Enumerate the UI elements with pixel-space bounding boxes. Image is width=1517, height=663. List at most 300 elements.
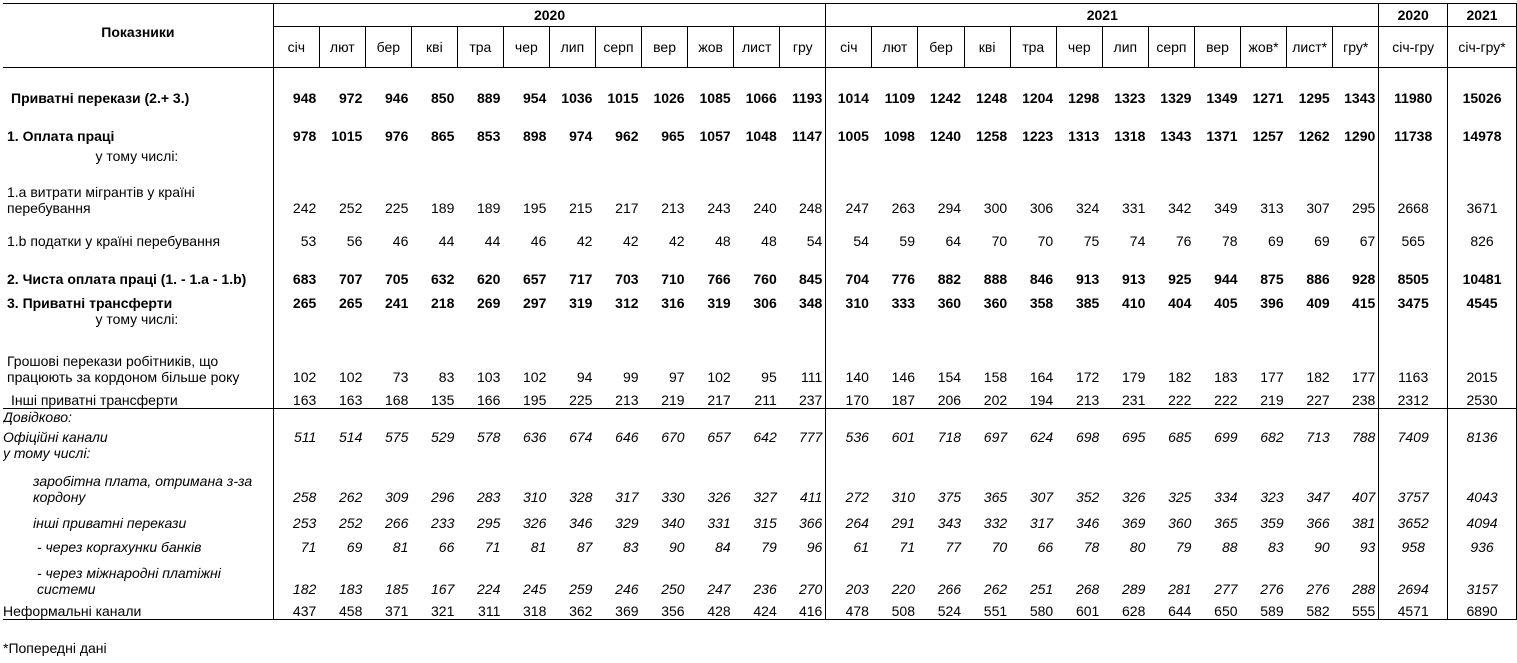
month-header-2020: січ [273,27,319,68]
table-row [3,461,1517,505]
value-2021 [826,445,872,461]
value-2020: 371 [365,597,411,619]
value-2021: 61 [853,539,869,555]
value-2020: 1036 [561,89,593,106]
total-2021: 4094 [1448,505,1517,531]
value-2021: 325 [1168,489,1192,505]
value-2020: 163 [339,392,363,408]
value-2020: 428 [688,597,734,619]
total-2021: 10481 [1448,249,1517,287]
value-2020 [319,144,365,164]
month-header-2020: лист [734,27,780,68]
value-2021: 347 [1306,489,1330,505]
value-2020: 1048 [745,127,777,144]
value-2020 [457,311,503,327]
value-2021: 342 [1168,199,1192,216]
total-2020: 1163 [1379,327,1448,385]
table-row [3,425,1517,445]
value-2020 [734,144,780,164]
value-2020: 458 [319,597,365,619]
value-2021: 289 [1122,581,1146,597]
table-row [3,144,1517,164]
value-2021 [872,445,918,461]
value-2021: 352 [1075,489,1100,505]
value-2021: 67 [1333,216,1379,249]
value-2021: 179 [1122,368,1146,385]
row-label: у тому числі: [3,311,273,327]
month-header-2021: січ [826,27,872,68]
value-2020: 777 [780,425,826,445]
value-2021 [1010,409,1056,426]
value-2020: 83 [438,368,455,385]
value-2020: 327 [753,489,777,505]
value-2021: 264 [845,515,869,531]
value-2021: 624 [1029,429,1054,445]
value-2020: 103 [477,368,501,385]
total-2021: 936 [1448,531,1517,555]
month-header-2020: лют [319,27,365,68]
value-2020: 84 [715,539,731,555]
row-label: у тому числі: [3,144,273,164]
value-2021: 75 [1083,232,1100,249]
value-2021: 59 [899,232,915,249]
value-2021: 83 [1268,539,1284,555]
total-2020-header: 2020 [1379,4,1448,27]
value-2020: 657 [707,429,731,445]
value-2020 [595,445,641,461]
value-2020: 416 [780,597,826,619]
value-2021 [1102,144,1148,164]
value-2021: 276 [1260,581,1284,597]
value-2020 [688,311,734,327]
value-2020: 646 [615,429,639,445]
value-2021: 71 [899,539,915,555]
value-2020 [411,311,457,327]
value-2020: 252 [339,515,363,531]
value-2021: 628 [1102,597,1148,619]
value-2020: 258 [292,489,317,505]
value-2020: 81 [392,539,409,555]
value-2020: 330 [661,489,685,505]
value-2020 [642,144,688,164]
footnote: *Попередні дані [3,640,107,656]
total-2020 [1379,445,1448,461]
value-2021: 1258 [975,127,1008,144]
year-2020-header: 2020 [273,4,826,27]
value-2021: 74 [1129,232,1146,249]
value-2020: 48 [715,232,731,249]
value-2021: 324 [1075,199,1100,216]
value-2020: 316 [661,294,685,311]
value-2020: 183 [339,581,363,597]
value-2020 [734,409,780,426]
value-2021: 1295 [1298,89,1330,106]
value-2020: 259 [569,581,593,597]
value-2021 [918,311,964,327]
value-2020: 965 [661,127,685,144]
value-2021: 69 [1314,232,1330,249]
value-2020: 236 [753,581,777,597]
value-2020 [642,311,688,327]
value-2020 [780,144,826,164]
value-2020 [734,311,780,327]
value-2021: 551 [964,597,1010,619]
value-2021: 227 [1306,392,1330,408]
value-2021 [826,311,872,327]
total-2021: 15026 [1448,68,1517,106]
value-2021 [1287,311,1333,327]
total-2020 [1379,144,1448,164]
value-2020: 270 [780,555,826,597]
table-row [3,531,1517,555]
value-2020 [595,409,641,426]
value-2021: 183 [1214,368,1238,385]
value-2020: 1057 [699,127,731,144]
value-2020: 189 [477,199,501,216]
table-row [3,445,1517,461]
value-2020 [319,409,365,426]
value-2021: 306 [1029,199,1054,216]
value-2021 [872,144,918,164]
value-2021: 172 [1075,368,1100,385]
total-2021-header: 2021 [1448,4,1517,27]
value-2020: 69 [346,539,363,555]
value-2021: 276 [1306,581,1330,597]
value-2020: 166 [477,392,501,408]
value-2021: 1109 [884,89,915,106]
value-2021: 410 [1122,294,1146,311]
value-2021: 365 [1214,515,1238,531]
value-2020: 87 [576,539,593,555]
total-2020: 4571 [1379,597,1448,619]
value-2020: 233 [431,515,455,531]
total-2020: 3475 [1379,287,1448,311]
value-2020: 215 [569,199,593,216]
month-header-2020: кві [411,27,457,68]
value-2021: 295 [1333,164,1379,216]
value-2021: 238 [1333,385,1379,409]
value-2020: 265 [339,294,363,311]
value-2020: 219 [661,392,685,408]
value-2020: 972 [339,89,363,106]
value-2021: 146 [891,368,915,385]
value-2020: 195 [523,199,547,216]
row-label: 1.a витрати мігрантів у країні перебування [3,164,273,216]
value-2020 [457,144,503,164]
value-2021: 385 [1075,294,1100,311]
value-2020: 247 [707,581,731,597]
month-header-2021: жов* [1241,27,1287,68]
value-2020: 845 [780,249,826,287]
value-2021: 886 [1306,270,1330,287]
total-2021: 3157 [1448,555,1517,597]
value-2021: 1343 [1160,127,1192,144]
row-label: Офіційні канали [3,425,273,445]
value-2021 [1056,445,1102,461]
value-2020 [365,311,411,327]
month-header-2020: жов [688,27,734,68]
value-2020: 252 [339,199,363,216]
value-2021: 699 [1214,429,1238,445]
value-2020 [688,445,734,461]
table-row [3,409,1517,426]
value-2021: 272 [845,489,869,505]
value-2020: 48 [761,232,777,249]
value-2020: 253 [292,515,317,531]
value-2021 [964,144,1010,164]
value-2020: 853 [477,127,501,144]
value-2020: 94 [576,368,593,385]
value-2021: 582 [1287,597,1333,619]
period-header-2020: січ-гру [1379,27,1448,68]
value-2021: 247 [845,199,869,216]
value-2021: 1313 [1068,127,1100,144]
value-2021: 66 [1037,539,1054,555]
row-label: Приватні перекази (2.+ 3.) [3,68,273,106]
total-2021: 2530 [1448,385,1517,409]
value-2020: 1147 [780,106,826,144]
value-2020: 42 [622,232,639,249]
value-2020 [780,445,826,461]
value-2021: 697 [983,429,1008,445]
value-2021 [964,409,1010,426]
value-2020: 213 [615,392,639,408]
value-2021: 1298 [1068,89,1100,106]
value-2020 [734,445,780,461]
value-2021: 88 [1221,539,1238,555]
value-2021: 536 [845,429,869,445]
value-2021 [1287,409,1333,426]
value-2021: 1371 [1206,127,1238,144]
value-2020: 56 [346,232,363,249]
value-2021: 359 [1260,515,1284,531]
value-2021: 281 [1168,581,1192,597]
value-2021: 788 [1333,425,1379,445]
total-2021: 4545 [1448,287,1517,311]
value-2020: 102 [523,368,547,385]
value-2021 [1010,144,1056,164]
value-2021: 54 [853,232,869,249]
value-2021 [1148,445,1194,461]
table-row [3,68,1517,106]
value-2020: 213 [661,199,685,216]
value-2020: 71 [484,539,501,555]
total-2020: 8505 [1379,249,1448,287]
total-2020 [1379,311,1448,327]
value-2020: 632 [431,270,455,287]
value-2021: 1242 [929,89,962,106]
value-2020 [549,409,595,426]
value-2020: 306 [753,294,777,311]
value-2021 [1333,144,1379,164]
value-2021 [1194,409,1240,426]
value-2021: 164 [1029,368,1054,385]
value-2021: 358 [1029,294,1054,311]
value-2020: 326 [707,489,731,505]
value-2021: 177 [1260,368,1284,385]
value-2020: 703 [615,270,639,287]
table-row [3,287,1517,311]
value-2021: 317 [1029,515,1054,531]
value-2021: 888 [983,270,1008,287]
value-2021: 331 [1122,199,1146,216]
value-2021: 1262 [1298,127,1330,144]
value-2020: 248 [780,164,826,216]
value-2021: 704 [845,270,869,287]
value-2020 [688,409,734,426]
value-2021: 213 [1075,392,1100,408]
table-row [3,311,1517,327]
month-header-2021: лист* [1287,27,1333,68]
value-2020: 217 [615,199,639,216]
value-2020: 411 [780,461,826,505]
value-2021: 194 [1029,392,1054,408]
value-2020: 241 [385,294,409,311]
value-2021: 170 [845,392,869,408]
value-2020: 1193 [780,68,826,106]
value-2021: 1271 [1252,89,1284,106]
value-2021: 291 [891,515,915,531]
value-2020: 1066 [745,89,777,106]
value-2021 [918,409,964,426]
total-2020: 3652 [1379,505,1448,531]
value-2020 [365,445,411,461]
total-2021: 14978 [1448,106,1517,144]
value-2021: 268 [1075,581,1100,597]
value-2020: 310 [523,489,547,505]
value-2020: 182 [292,581,317,597]
value-2020 [457,445,503,461]
value-2021 [1241,445,1287,461]
value-2021 [1010,311,1056,327]
value-2021: 555 [1333,597,1379,619]
value-2020: 636 [523,429,547,445]
value-2020: 346 [569,515,593,531]
month-header-2021: гру* [1333,27,1379,68]
row-label: 1.b податки у країні перебування [3,216,273,249]
value-2021: 601 [1056,597,1102,619]
value-2021: 90 [1314,539,1330,555]
value-2021 [826,144,872,164]
value-2021: 685 [1168,429,1192,445]
value-2020: 163 [292,392,317,408]
table-row [3,249,1517,287]
value-2020: 976 [385,127,409,144]
value-2020: 319 [707,294,731,311]
header-year-row [3,4,1517,27]
total-2020: 7409 [1379,425,1448,445]
table-row [3,385,1517,409]
value-2020: 71 [300,539,317,555]
value-2021: 925 [1168,270,1192,287]
table-row [3,164,1517,216]
row-label: Грошові перекази робітників, що працюють за кордоном більше року [3,327,273,385]
total-2021: 2015 [1448,327,1517,385]
value-2020: 312 [615,294,639,311]
value-2021: 288 [1333,555,1379,597]
value-2021: 294 [937,199,962,216]
value-2021: 231 [1122,392,1146,408]
value-2020: 242 [292,199,317,216]
value-2021: 222 [1168,392,1192,408]
value-2020: 97 [669,368,685,385]
value-2020: 73 [392,368,409,385]
value-2021 [1333,311,1379,327]
value-2020: 369 [595,597,641,619]
month-header-2020: гру [780,27,826,68]
month-header-2021: вер [1194,27,1240,68]
value-2020: 707 [339,270,363,287]
total-2021: 3671 [1448,164,1517,216]
value-2021: 580 [1010,597,1056,619]
value-2021: 1329 [1160,89,1192,106]
month-header-2020: бер [365,27,411,68]
value-2020: 620 [477,270,501,287]
value-2020 [688,144,734,164]
value-2020: 954 [523,89,547,106]
value-2020: 195 [523,392,547,408]
value-2021: 266 [937,581,962,597]
value-2021: 202 [983,392,1008,408]
total-2021: 826 [1448,216,1517,249]
value-2020: 46 [392,232,409,249]
value-2020: 766 [707,270,731,287]
indicator-header: Показники [3,4,273,68]
value-2020: 642 [753,429,777,445]
value-2020: 328 [569,489,593,505]
value-2021: 69 [1268,232,1284,249]
row-label: Інші приватні трансферти [3,385,273,409]
value-2020: 317 [615,489,639,505]
value-2021: 182 [1168,368,1192,385]
value-2020: 362 [549,597,595,619]
value-2020: 240 [753,199,777,216]
year-2021-header: 2021 [826,4,1379,27]
value-2020: 168 [385,392,409,408]
total-2021 [1448,144,1517,164]
value-2021: 70 [1037,232,1054,249]
value-2021: 404 [1168,294,1192,311]
value-2020: 946 [385,89,409,106]
value-2020: 311 [457,597,503,619]
value-2020: 42 [669,232,685,249]
value-2021: 928 [1333,249,1379,287]
value-2021: 206 [937,392,962,408]
value-2021 [1241,144,1287,164]
value-2021: 313 [1260,199,1284,216]
table-row [3,327,1517,385]
value-2020 [642,445,688,461]
value-2020 [503,409,549,426]
value-2021: 1098 [883,127,915,144]
value-2020 [411,144,457,164]
value-2020: 670 [661,429,685,445]
value-2020: 898 [523,127,547,144]
value-2021 [1102,311,1148,327]
total-2021: 6890 [1448,597,1517,619]
value-2020: 266 [385,515,409,531]
value-2021: 1257 [1252,127,1284,144]
value-2020: 44 [438,232,455,249]
value-2020: 225 [385,199,409,216]
value-2020: 102 [339,368,363,385]
value-2020 [273,311,319,327]
value-2020: 978 [292,127,317,144]
value-2021: 80 [1129,539,1146,555]
value-2020: 356 [642,597,688,619]
value-2021 [1241,409,1287,426]
value-2021: 219 [1260,392,1284,408]
